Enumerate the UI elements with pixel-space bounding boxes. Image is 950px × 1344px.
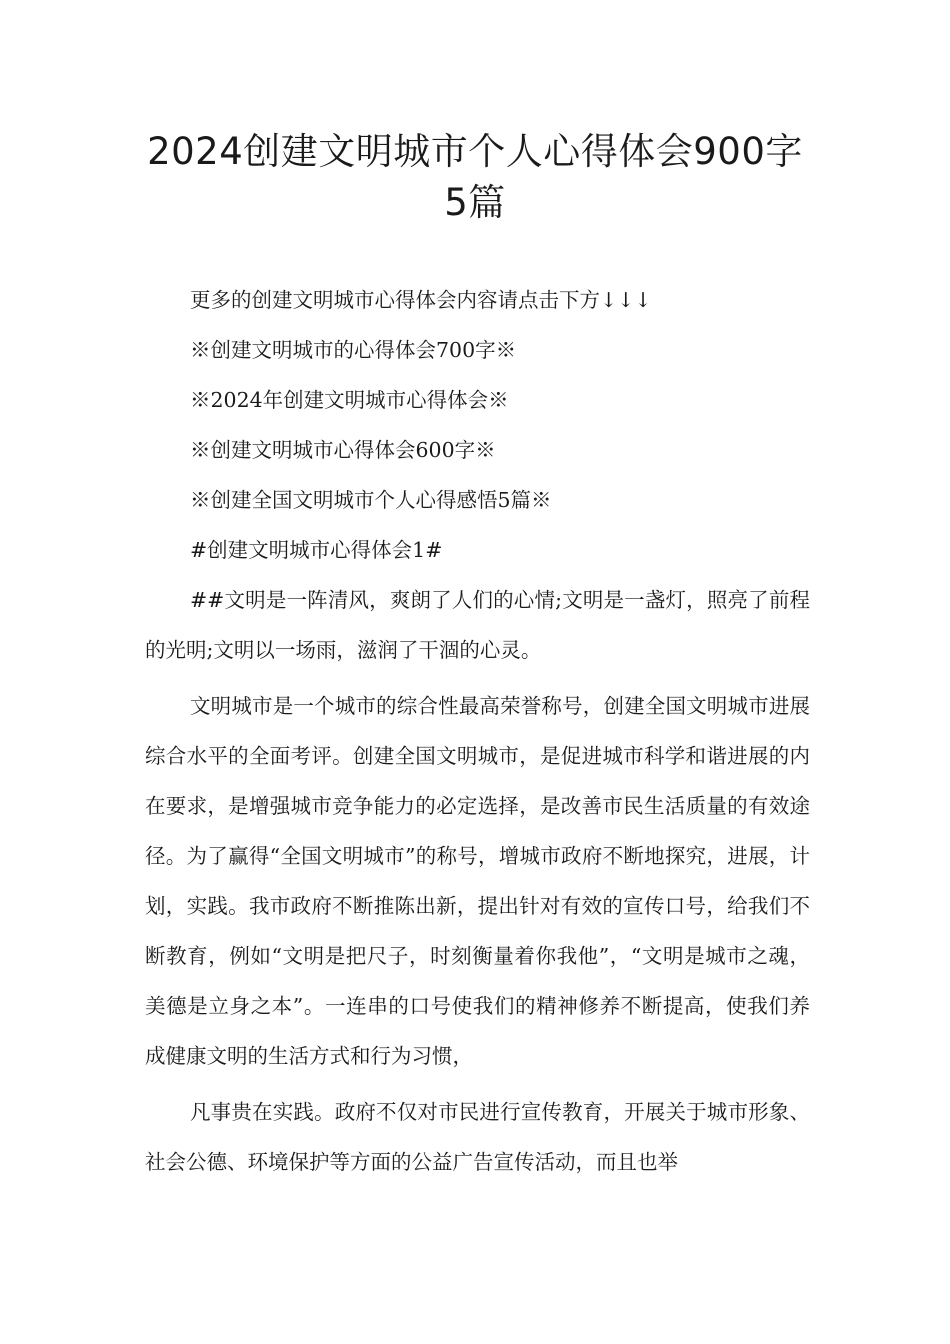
paragraph-1: ##文明是一阵清风，爽朗了人们的心情;文明是一盏灯，照亮了前程的光明;文明以一场雨，滋润了干涸的心灵。 xyxy=(145,588,810,662)
related-link-4[interactable]: ※创建全国文明城市个人心得感悟5篇※ xyxy=(190,488,552,512)
document-body xyxy=(145,282,810,1187)
paragraph-2: 文明城市是一个城市的综合性最高荣誉称号，创建全国文明城市进展综合水平的全面考评。创建全国文明城市，是促进城市科学和谐进展的内在要求，是增强城市竞争能力的必定选择，是改善市民生活质量的有效途径。为了赢得“全国文明城市”的称号，增城市政府不断地探究，进展，计划，实践。我市政府不断推陈出新，提出针对有效的宣传口号，给我们不断教育，例如“文明是把尺子，时刻衡量着你我他”，“文明是城市之魂，美德是立身之本”。一连串的口号使我们的精神修养不断提高，使我们养成健康文明的生活方式和行为习惯， xyxy=(145,694,810,1068)
title-line-1: 2024创建文明城市个人心得体会900字 xyxy=(147,130,803,173)
paragraph-3: 凡事贵在实践。政府不仅对市民进行宣传教育，开展关于城市形象、社会公德、环境保护等方面的公益广告宣传活动，而且也举 xyxy=(145,1100,810,1174)
related-link-3[interactable]: ※创建文明城市心得体会600字※ xyxy=(190,438,496,462)
intro-text: 更多的创建文明城市心得体会内容请点击下方↓↓↓ xyxy=(190,288,652,312)
title-line-2: 5篇 xyxy=(444,181,506,224)
section-heading: #创建文明城市心得体会1# xyxy=(190,538,443,562)
document-title xyxy=(100,126,850,228)
related-link-2[interactable]: ※2024年创建文明城市心得体会※ xyxy=(190,388,509,412)
related-link-1[interactable]: ※创建文明城市的心得体会700字※ xyxy=(190,338,517,362)
